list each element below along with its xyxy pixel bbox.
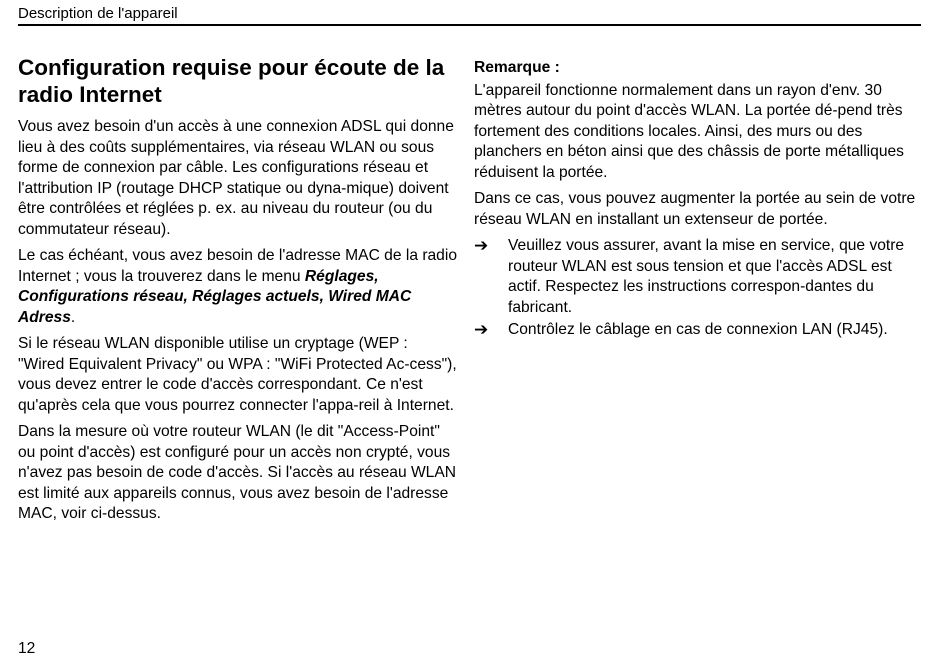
header-divider xyxy=(18,24,921,26)
running-header: Description de l'appareil xyxy=(18,5,178,22)
bullet-text: Veuillez vous assurer, avant la mise en service, que votre routeur WLAN est sous tension et que l'accès ADSL est actif. Respectez les instructions correspon-dantes du fabricant. xyxy=(508,237,905,316)
arrow-right-icon: ➔ xyxy=(474,320,489,339)
paragraph-access-point: Dans la mesure où votre routeur WLAN (le dit "Access-Point" ou point d'accès) est configuré pour un accès non crypté, vous n'avez pas besoin de code d'accès. Si l'accès au réseau WLAN est limité aux appareils connus, vous avez besoin de l'adresse MAC, voir ci-dessus. xyxy=(18,423,457,522)
section-heading: Configuration requise pour écoute de la radio Internet xyxy=(18,55,445,107)
paragraph-encryption: Si le réseau WLAN disponible utilise un cryptage (WEP : "Wired Equivalent Privacy" ou WPA : "WiFi Protected Ac-cess"), vous devez entrer le code d'accès correspondant. Ce n'est qu'après cela que vous pourrez connecter l'appa-reil à Internet. xyxy=(18,335,457,414)
paragraph-mac-address xyxy=(18,246,458,328)
paragraph-requirements: Vous avez besoin d'un accès à une connexion ADSL qui donne lieu à des coûts supplémentaires, via réseau WLAN ou sous forme de connexion par câble. Les configurations réseau et l'attribution IP (routage DHCP statique ou dyna-mique) doivent être contrôlées et réglées p. ex. au niveau du routeur (ou du commutateur réseau). xyxy=(18,118,454,238)
note-heading: Remarque : xyxy=(474,59,560,76)
mac-period: . xyxy=(70,308,76,326)
left-column xyxy=(18,54,458,531)
note-extender: Dans ce cas, vous pouvez augmenter la portée au sein de votre réseau WLAN en installant un extenseur de portée. xyxy=(474,190,916,228)
right-column xyxy=(474,58,922,343)
menu-path: Réglages, Configurations réseau, Réglages actuels, Wired MAC Adress xyxy=(18,267,412,326)
instruction-list xyxy=(474,236,922,341)
mac-text: Le cas échéant, vous avez besoin de l'adresse MAC de la radio Internet ; vous la trouverez dans le menu xyxy=(18,247,457,285)
list-item xyxy=(474,236,922,318)
arrow-right-icon: ➔ xyxy=(474,236,489,255)
note-range: L'appareil fonctionne normalement dans un rayon d'env. 30 mètres autour du point d'accès WLAN. La portée dé-pend très fortement des conditions locales. Ainsi, des murs ou des planchers en béton ainsi que des châssis de porte métalliques réduisent la portée. xyxy=(474,81,904,181)
list-item xyxy=(474,320,922,341)
bullet-text: Contrôlez le câblage en cas de connexion LAN (RJ45). xyxy=(508,321,888,338)
page-number: 12 xyxy=(18,640,36,657)
